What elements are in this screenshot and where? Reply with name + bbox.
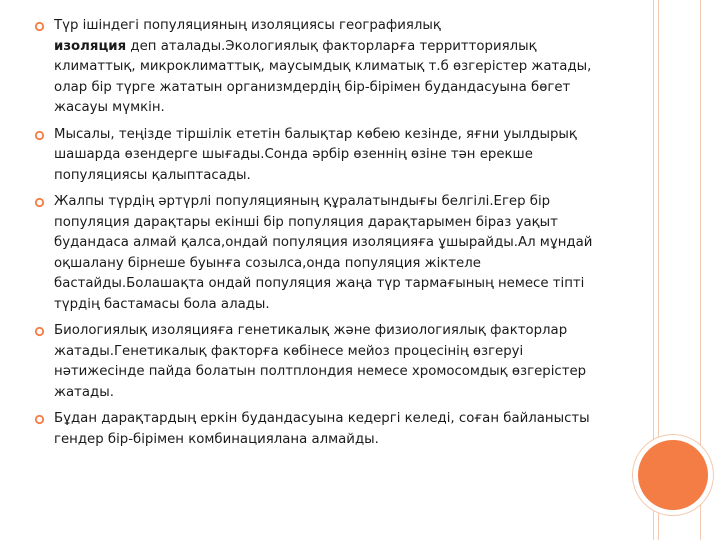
bullet-rest: деп аталады.Экологиялық факторларға территториялық климаттық, микроклиматтық, маусымдық климатық т.б өзгерістер жатады, олар бір түрге жататын организмдердің бір-бірімен будандасуына бөгет жасауы мүмкін. [54, 38, 592, 115]
bullet-text: Мысалы, теңізде тіршілік ететін балықтар көбею кезінде, яғни уылдырық шашарда өзендерге шығады.Сонда әрбір өзеннің өзіне тән ерекше популяциясы қалыптасады. [54, 126, 577, 183]
bullet-item [34, 125, 614, 187]
bullet-item [34, 16, 614, 119]
bullet-text: Бұдан дарақтардың еркін будандасуына кедергі келеді, соған байланысты гендер бір-бірімен комбинациялана алмайды. [54, 411, 590, 447]
bullet-text: Жалпы түрдің әртүрлі популяцияның құралатындығы белгілі.Егер бір популяция дарақтары екінші бір популяция дарақтарымен біраз уақыт будандаса алмай қалса,ондай популяция изоляцияға ұшырайды.Ал мұндай оқшалану бірнеше буынға созылса,онда популяция жіктеле бастайды.Болашақта ондай популяция жаңа түр тармағының немесе тіпті түрдің бастамасы бола алады. [54, 194, 593, 312]
bullet-circle-icon [34, 414, 45, 425]
bullet-circle-icon [34, 197, 45, 208]
bullet-item [34, 321, 614, 403]
bullet-circle-icon [34, 21, 45, 32]
bullet-circle-icon [34, 130, 45, 141]
bullet-circle-icon [34, 326, 45, 337]
bullet-item [34, 192, 614, 315]
bullet-lead: Түр ішіндегі популяцияның изоляциясы географиялық [54, 18, 441, 33]
bullet-item [34, 409, 614, 450]
bullet-text: Биологиялық изоляцияға генетикалық және физиологиялық факторлар жатады.Генетикалық факторға көбінесе мейоз процесінің өзгеруі нәтижесінде пайда болатын полтплондия немесе хромосомдық өзгерістер жатады. [54, 323, 587, 400]
decorative-circle [638, 440, 708, 510]
bullet-text [54, 16, 614, 119]
slide-content [34, 16, 614, 456]
bold-term: изоляция [54, 38, 127, 54]
